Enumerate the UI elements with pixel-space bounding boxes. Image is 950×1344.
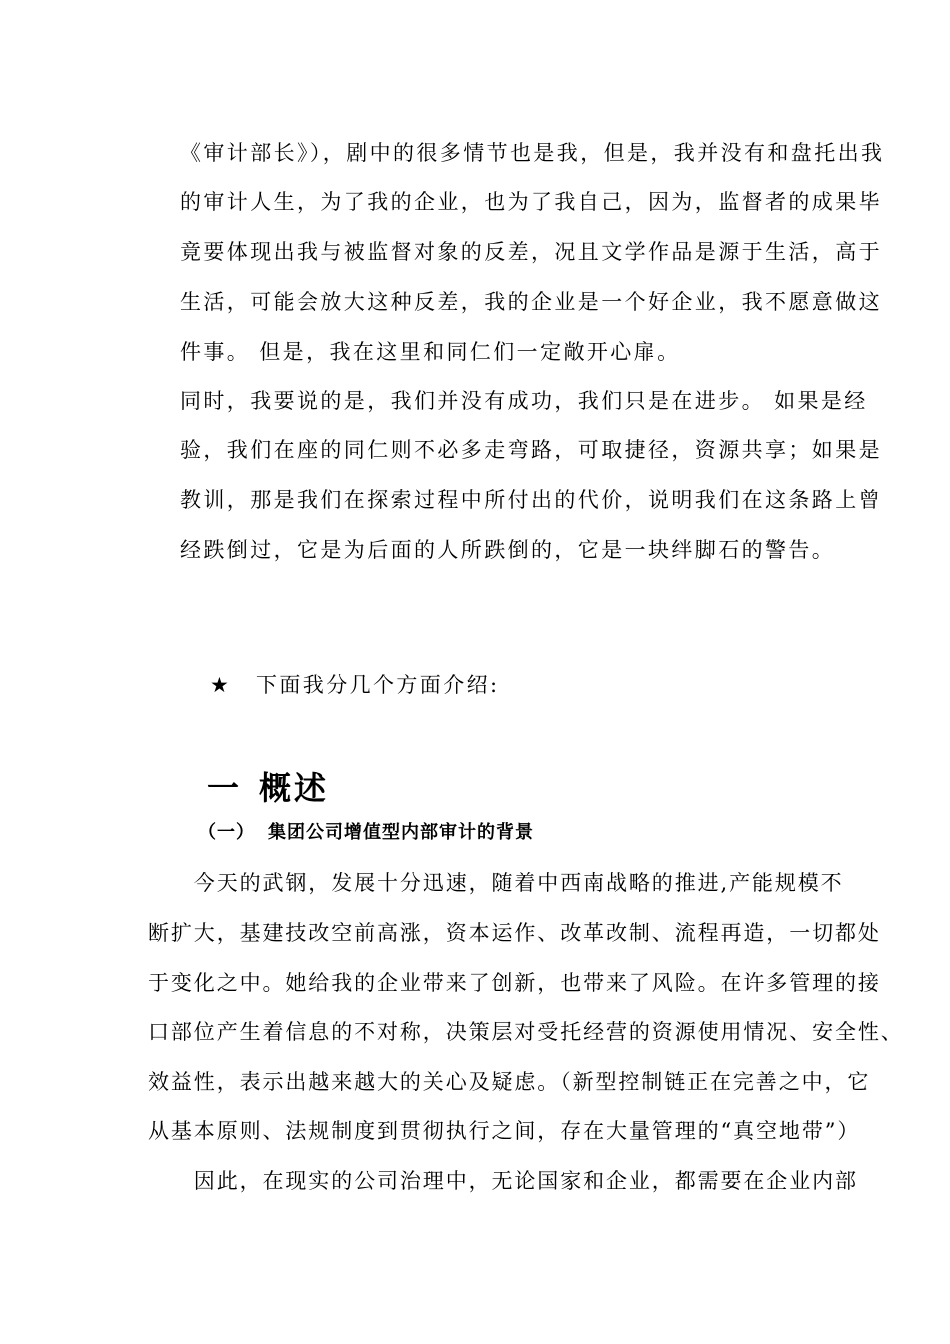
text-line: 件事。 但是，我在这里和同仁们一定敞开心扉。 xyxy=(180,340,681,364)
text-line: 今天的武钢，发展十分迅速，随着中西南战略的推进,产能规模不 xyxy=(148,871,844,895)
star-icon: ★ xyxy=(210,673,232,697)
text-line: 于变化之中。她给我的企业带来了创新，也带来了风险。在许多管理的接 xyxy=(148,971,881,995)
section-number: 一 xyxy=(207,769,243,807)
text-line: 的审计人生，为了我的企业，也为了我自己，因为，监督者的成果毕 xyxy=(180,190,882,214)
section-title: 概述 xyxy=(259,769,330,807)
subsection-heading xyxy=(198,818,534,848)
text-line: 《审计部长》），剧中的很多情节也是我，但是，我并没有和盘托出我 xyxy=(180,141,885,165)
section-heading xyxy=(207,766,329,810)
text-line: 效益性，表示出越来越大的关心及疑虑。（新型控制链正在完善之中，它 xyxy=(148,1070,871,1094)
subsection-number: （一） xyxy=(198,822,255,843)
intro-line xyxy=(210,670,499,700)
text-line: 因此，在现实的公司治理中，无论国家和企业，都需要在企业内部 xyxy=(148,1169,858,1193)
text-line: 生活，可能会放大这种反差，我的企业是一个好企业，我不愿意做这 xyxy=(180,290,882,314)
intro-text: 下面我分几个方面介绍: xyxy=(256,673,500,697)
text-line: 竟要体现出我与被监督对象的反差，况且文学作品是源于生活，高于 xyxy=(180,240,882,264)
subsection-title: 集团公司增值型内部审计的背景 xyxy=(268,822,534,843)
text-line: 断扩大，基建技改空前高涨，资本运作、改革改制、流程再造，一切都处 xyxy=(148,921,881,945)
text-line: 口部位产生着信息的不对称，决策层对受托经营的资源使用情况、安全性、 xyxy=(148,1020,904,1044)
text-line: 验，我们在座的同仁则不必多走弯路，可取捷径，资源共享；如果是 xyxy=(180,438,882,462)
text-line: 教训，那是我们在探索过程中所付出的代价，说明我们在这条路上曾 xyxy=(180,488,882,512)
text-line: 经跌倒过，它是为后面的人所跌倒的，它是一块绊脚石的警告。 xyxy=(180,538,836,562)
text-line: 从基本原则、法规制度到贯彻执行之间，存在大量管理的“真空地带”） xyxy=(148,1119,861,1143)
text-line: 同时，我要说的是，我们并没有成功，我们只是在进步。 如果是经 xyxy=(180,389,868,413)
